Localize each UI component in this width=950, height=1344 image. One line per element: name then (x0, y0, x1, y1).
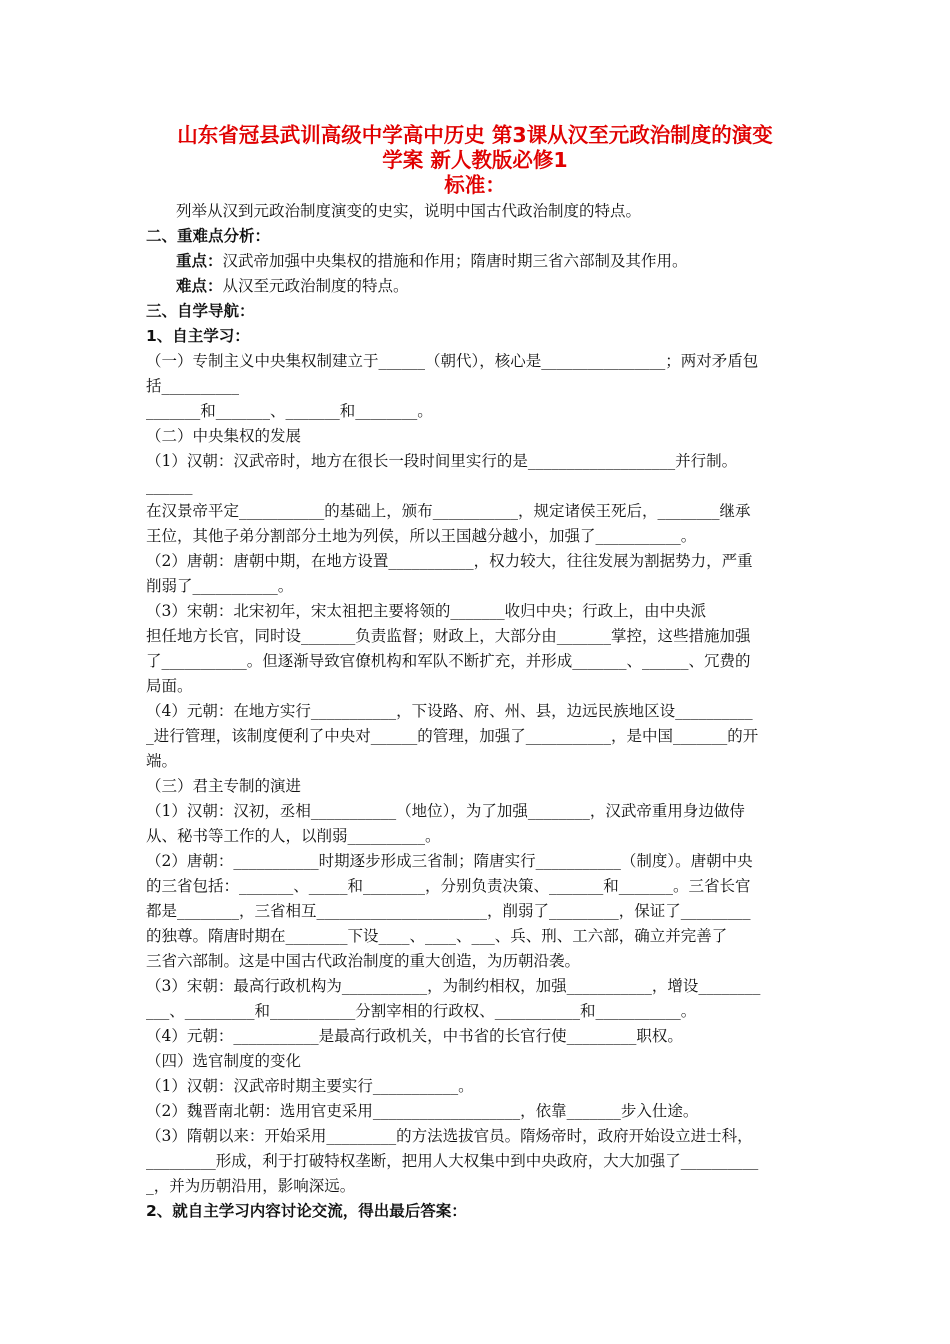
text-line: 了___________。但逐渐导致官僚机构和军队不断扩充，并形成_______、______、冗费的 (146, 652, 751, 670)
text-line: 从、秘书等工作的人，以削弱__________。 (146, 827, 441, 845)
text-line: （2）唐朝：___________时期逐步形成三省制；隋唐实行___________（制度）。唐朝中央 (146, 852, 753, 870)
text-line: （四）选官制度的变化 (146, 1052, 302, 1070)
text-line: _________形成，利于打破特权垄断，把用人大权集中到中央政府，大大加强了__________ (146, 1152, 759, 1170)
key-point-text: 汉武帝加强中央集权的措施和作用；隋唐时期三省六部制及其作用。 (222, 252, 688, 270)
text-line: （4）元朝：___________是最高行政机关，中书省的长官行使_________职权。 (146, 1027, 683, 1045)
document-title-line-3: 标准： (444, 173, 506, 197)
text-line: （3）宋朝：北宋初年，宋太祖把主要将领的_______收归中央；行政上，由中央派 (146, 602, 707, 620)
text-line: ___、_________和___________分割宰相的行政权、___________和___________。 (146, 1002, 697, 1020)
text-line: （2）魏晋南北朝：选用官吏采用___________________，依靠_______步入仕途。 (146, 1102, 699, 1120)
text-line: 担任地方长官，同时设_______负责监督；财政上，大部分由_______掌控，这些措施加强 (146, 627, 751, 645)
subsection-heading-1: 1、自主学习： (146, 327, 250, 345)
document-title-line-1: 山东省冠县武训高级中学高中历史 第3课从汉至元政治制度的演变 (177, 123, 773, 147)
text-line: 括__________ (146, 377, 240, 395)
text-line: （二）中央集权的发展 (146, 427, 302, 445)
text-line: （一）专制主义中央集权制建立于______（朝代），核心是________________；两对矛盾包 (146, 352, 759, 370)
subsection-heading-2: 2、就自主学习内容讨论交流，得出最后答案： (146, 1202, 467, 1220)
text-line: 三省六部制。这是中国古代政治制度的重大创造，为历朝沿袭。 (146, 952, 581, 970)
text-line: 局面。 (146, 677, 193, 695)
document-title-line-2: 学案 新人教版必修1 (382, 148, 568, 172)
standard-text: 列举从汉到元政治制度演变的史实，说明中国古代政治制度的特点。 (176, 202, 642, 220)
key-point-label: 重点： (176, 252, 223, 270)
text-line: 端。 (146, 752, 178, 770)
text-line: 的独尊。隋唐时期在________下设____、____、___、兵、刑、工六部，确立并完善了 (146, 927, 728, 945)
text-line: （2）唐朝：唐朝中期，在地方设置___________，权力较大，往往发展为割据势力，严重 (146, 552, 753, 570)
text-line: （1）汉朝：汉初，丞相___________（地位），为了加强________，汉武帝重用身边做侍 (146, 802, 745, 820)
text-line: _，并为历朝沿用，影响深远。 (146, 1177, 356, 1195)
text-line: （3）宋朝：最高行政机构为___________，为制约相权，加强___________，增设________ (146, 977, 761, 995)
text-line: 的三省包括：_______、_____和________，分别负责决策、_______和_______。三省长官 (146, 877, 751, 895)
key-point-line (176, 250, 688, 272)
text-line: （1）汉朝：汉武帝时，地方在很长一段时间里实行的是___________________并行制。 (146, 452, 738, 470)
section-heading-2: 二、重难点分析： (146, 227, 271, 245)
text-line: 王位，其他子弟分割部分土地为列侯，所以王国越分越小，加强了___________。 (146, 527, 697, 545)
text-line: 在汉景帝平定___________的基础上，颁布___________，规定诸侯王死后，________继承 (146, 502, 751, 520)
text-line: （3）隋朝以来：开始采用_________的方法选拔官员。隋炀帝时，政府开始设立进士科， (146, 1127, 753, 1145)
text-line: （4）元朝：在地方实行___________，下设路、府、州、县，边远民族地区设__________ (146, 702, 753, 720)
difficult-point-label: 难点： (176, 277, 223, 295)
difficult-point-text: 从汉至元政治制度的特点。 (222, 277, 409, 295)
text-line: _______和_______、_______和________。 (146, 402, 433, 420)
section-heading-3: 三、自学导航： (146, 302, 255, 320)
text-line: 都是________，三省相互______________________，削弱了_________，保证了_________ (146, 902, 751, 920)
text-line: ______ (146, 477, 193, 495)
difficult-point-line (176, 275, 409, 297)
text-line: 削弱了___________。 (146, 577, 294, 595)
text-line: _进行管理，该制度便利了中央对______的管理，加强了___________，是中国_______的开 (146, 727, 759, 745)
text-line: （1）汉朝：汉武帝时期主要实行___________。 (146, 1077, 474, 1095)
text-line: （三）君主专制的演进 (146, 777, 302, 795)
